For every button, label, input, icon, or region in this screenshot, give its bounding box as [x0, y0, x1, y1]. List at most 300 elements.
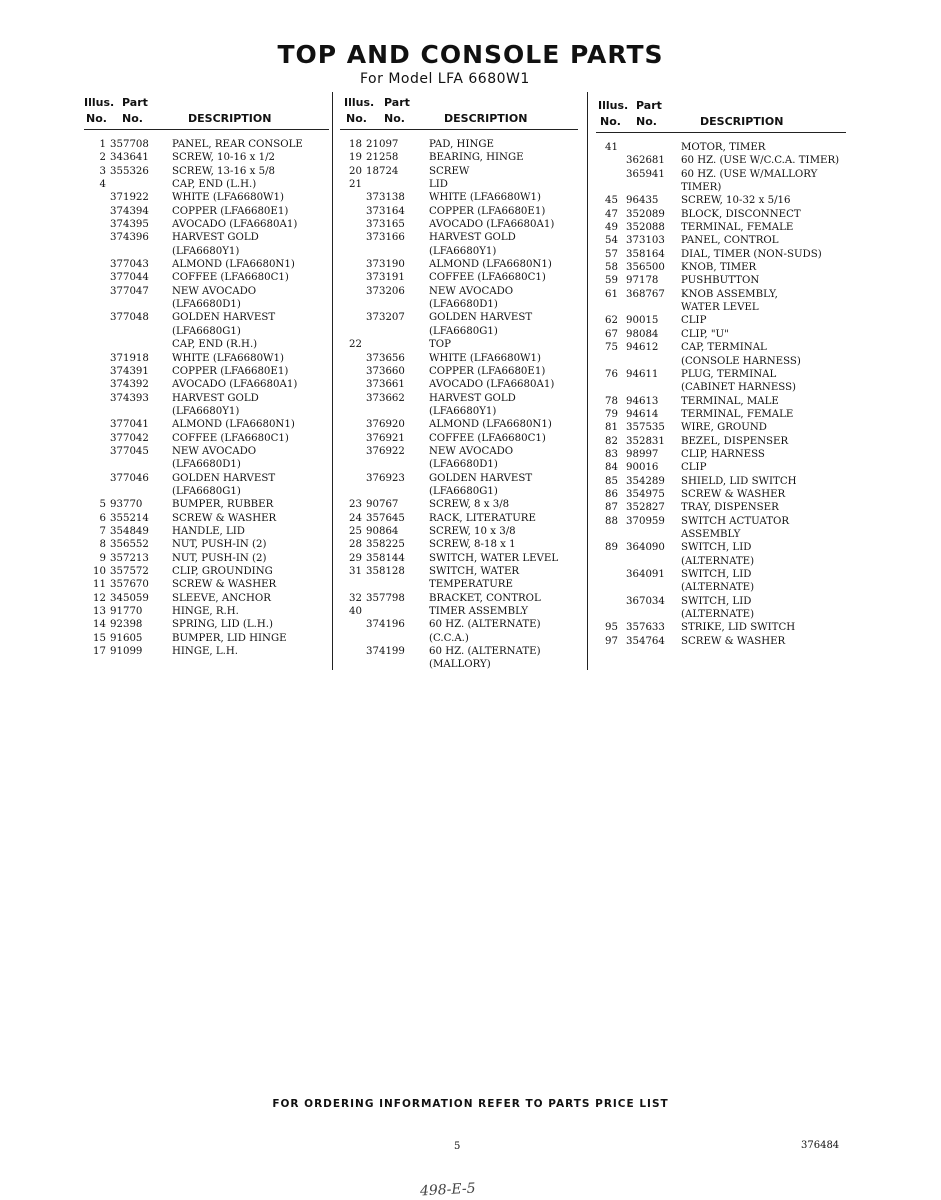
part-number: 377046: [110, 472, 149, 484]
illus-no-header: No.: [600, 115, 621, 128]
parts-row: [340, 498, 578, 511]
part-number: 373165: [366, 219, 405, 231]
parts-row: [84, 285, 329, 298]
parts-row: [596, 181, 846, 194]
parts-row: [596, 488, 846, 501]
parts-row: [84, 565, 329, 578]
part-description: CLIP, "U": [681, 328, 729, 340]
parts-row: [84, 298, 329, 311]
part-description: ASSEMBLY: [681, 528, 741, 540]
illus-header-label: Illus.: [598, 99, 629, 112]
part-number: 357572: [110, 566, 149, 577]
part-description: SCREW & WASHER: [681, 488, 786, 500]
parts-row: [596, 528, 846, 541]
part-number: 352088: [626, 222, 665, 234]
part-description: MOTOR, TIMER: [681, 142, 766, 153]
part-description: 60 HZ. (ALTERNATE): [429, 646, 541, 658]
parts-row: [596, 568, 846, 581]
parts-rows: [340, 130, 578, 672]
part-description: SCREW, 10-32 x 5/16: [681, 195, 791, 207]
illus-number: 41: [605, 142, 618, 153]
parts-row: [596, 501, 846, 514]
part-number: 358164: [626, 248, 665, 260]
parts-row: [596, 341, 846, 354]
part-description: SCREW, 8-18 x 1: [429, 539, 516, 551]
part-no-header: No.: [122, 112, 143, 125]
part-description: HANDLE, LID: [172, 525, 245, 537]
part-description: BEZEL, DISPENSER: [681, 435, 789, 447]
part-description: (LFA6680Y1): [172, 245, 240, 257]
parts-row: [596, 581, 846, 594]
parts-row: [340, 658, 578, 671]
part-number: 352089: [626, 208, 665, 220]
parts-row: [596, 435, 846, 448]
illus-header-label: Illus.: [344, 96, 375, 109]
part-no-header: No.: [636, 115, 657, 128]
parts-row: [84, 231, 329, 244]
parts-row: [596, 381, 846, 394]
part-number: 374392: [110, 379, 149, 391]
parts-row: [340, 205, 578, 218]
parts-row: [84, 605, 329, 618]
model-subtitle: For Model LFA 6680W1: [360, 71, 530, 87]
part-number: 343641: [110, 152, 149, 164]
part-number: 18724: [366, 165, 399, 177]
illus-number: 22: [349, 339, 362, 351]
parts-row: [340, 138, 578, 151]
part-number: 345059: [110, 592, 149, 604]
parts-row: [84, 498, 329, 511]
part-number: 354764: [626, 635, 665, 647]
part-number: 98084: [626, 328, 659, 340]
part-number: 357645: [366, 512, 405, 524]
part-description: (LFA6680D1): [429, 459, 498, 471]
part-number: 373166: [366, 232, 405, 244]
part-number: 97178: [626, 275, 659, 287]
part-description: (MALLORY): [429, 659, 491, 671]
part-description: HARVEST GOLD: [172, 232, 259, 244]
handwritten-note: 498-E-5: [419, 1180, 476, 1200]
parts-row: [84, 552, 329, 565]
part-description: GOLDEN HARVEST: [172, 312, 276, 324]
illus-number: 79: [605, 408, 618, 420]
illus-number: 25: [349, 525, 362, 537]
parts-row: [596, 608, 846, 621]
part-description: SWITCH, WATER LEVEL: [429, 552, 559, 564]
part-number: 355214: [110, 512, 149, 524]
parts-row: [596, 475, 846, 488]
parts-column-3: [596, 97, 846, 648]
part-description: ALMOND (LFA6680N1): [429, 259, 552, 271]
illus-number: 40: [349, 606, 362, 618]
part-description: WATER LEVEL: [681, 302, 759, 314]
parts-row: [596, 288, 846, 301]
part-description: SCREW & WASHER: [172, 512, 277, 524]
part-number: 91605: [110, 632, 143, 644]
parts-row: [340, 378, 578, 391]
part-number: 373207: [366, 312, 405, 324]
header-rule: [84, 129, 329, 130]
part-number: 373190: [366, 259, 405, 271]
parts-row: [340, 165, 578, 178]
description-header: DESCRIPTION: [444, 112, 528, 125]
illus-number: 89: [605, 542, 618, 554]
parts-row: [84, 245, 329, 258]
part-number: 374394: [110, 205, 149, 217]
part-number: 357213: [110, 552, 149, 564]
parts-row: [84, 311, 329, 324]
illus-number: 32: [349, 592, 362, 604]
part-description: HINGE, L.H.: [172, 646, 238, 658]
page-number: 5: [454, 1141, 461, 1152]
part-description: (LFA6680D1): [172, 299, 241, 311]
parts-row: [84, 271, 329, 284]
part-number: 98997: [626, 448, 659, 460]
part-number: 357633: [626, 622, 665, 634]
part-description: AVOCADO (LFA6680A1): [172, 379, 298, 391]
part-number: 374396: [110, 232, 149, 244]
parts-row: [596, 355, 846, 368]
part-description: AVOCADO (LFA6680A1): [429, 219, 555, 231]
illus-number: 1: [99, 139, 106, 150]
part-number: 94611: [626, 368, 659, 380]
part-number: 373191: [366, 272, 405, 284]
parts-row: [84, 485, 329, 498]
parts-row: [596, 408, 846, 421]
illus-number: 9: [99, 552, 106, 564]
part-description: (LFA6680G1): [172, 325, 241, 337]
part-description: WHITE (LFA6680W1): [172, 192, 284, 204]
parts-row: [340, 392, 578, 405]
parts-row: [340, 151, 578, 164]
part-description: KNOB, TIMER: [681, 262, 757, 274]
part-number: 358225: [366, 539, 405, 551]
part-description: BEARING, HINGE: [429, 152, 524, 164]
parts-row: [340, 338, 578, 351]
part-number: 373206: [366, 285, 405, 297]
part-description: PUSHBUTTON: [681, 275, 760, 287]
part-description: (LFA6680D1): [429, 299, 498, 311]
part-description: BUMPER, LID HINGE: [172, 632, 287, 644]
part-number: 356552: [110, 539, 149, 551]
part-number: 357798: [366, 592, 405, 604]
part-description: WHITE (LFA6680W1): [429, 192, 541, 204]
part-number: 373662: [366, 392, 405, 404]
header-rule: [340, 129, 578, 130]
parts-row: [340, 418, 578, 431]
part-number: 90015: [626, 315, 659, 327]
parts-row: [340, 285, 578, 298]
part-number: 365941: [626, 168, 665, 180]
part-description: COFFEE (LFA6680C1): [429, 272, 546, 284]
part-number: 91099: [110, 646, 143, 658]
part-description: (ALTERNATE): [681, 609, 755, 621]
parts-row: [84, 325, 329, 338]
illus-number: 47: [605, 208, 618, 220]
parts-row: [340, 258, 578, 271]
illus-number: 81: [605, 422, 618, 434]
part-description: RACK, LITERATURE: [429, 512, 536, 524]
part-number: 362681: [626, 155, 665, 167]
part-description: WHITE (LFA6680W1): [429, 352, 541, 364]
part-description: CLIP: [681, 315, 707, 327]
part-description: SCREW, 13-16 x 5/8: [172, 165, 276, 177]
parts-column-1: [84, 94, 329, 658]
part-description: COFFEE (LFA6680C1): [429, 432, 546, 444]
part-description: (LFA6680Y1): [429, 245, 497, 257]
parts-row: [84, 645, 329, 658]
part-number: 356500: [626, 262, 665, 274]
part-description: CAP, END (R.H.): [172, 339, 258, 351]
parts-row: [596, 555, 846, 568]
part-number: 374199: [366, 646, 405, 658]
parts-row: [340, 178, 578, 191]
illus-number: 67: [605, 328, 618, 340]
part-description: GOLDEN HARVEST: [429, 472, 533, 484]
illus-number: 13: [93, 606, 106, 618]
part-description: COPPER (LFA6680E1): [172, 365, 289, 377]
part-number: 358128: [366, 566, 405, 577]
part-number: 373164: [366, 205, 405, 217]
part-description: SCREW & WASHER: [681, 635, 786, 647]
part-number: 93770: [110, 499, 143, 511]
part-description: HARVEST GOLD: [172, 392, 259, 404]
part-description: ALMOND (LFA6680N1): [172, 419, 295, 431]
parts-row: [84, 178, 329, 191]
part-description: NEW AVOCADO: [429, 285, 514, 297]
illus-number: 61: [605, 288, 618, 300]
part-number: 377045: [110, 445, 149, 457]
part-number: 354849: [110, 525, 149, 537]
part-number: 92398: [110, 619, 143, 631]
part-number: 377044: [110, 272, 149, 284]
part-number: 377041: [110, 419, 149, 431]
column-header: [596, 97, 846, 133]
parts-row: [84, 445, 329, 458]
part-number: 357670: [110, 579, 149, 591]
part-description: ALMOND (LFA6680N1): [429, 419, 552, 431]
part-description: (ALTERNATE): [681, 582, 755, 594]
part-description: 60 HZ. (USE W/MALLORY: [681, 168, 818, 180]
parts-row: [340, 352, 578, 365]
part-description: SCREW, 10 x 3/8: [429, 525, 516, 537]
parts-row: [84, 592, 329, 605]
illus-number: 24: [349, 512, 362, 524]
parts-row: [84, 352, 329, 365]
illus-no-header: No.: [86, 112, 107, 125]
part-number: 21258: [366, 152, 399, 164]
illus-number: 11: [93, 579, 106, 591]
part-description: (LFA6680Y1): [172, 405, 240, 417]
illus-number: 10: [93, 566, 106, 577]
illus-number: 97: [605, 635, 618, 647]
part-header-label: Part: [384, 96, 410, 109]
parts-row: [596, 261, 846, 274]
illus-number: 21: [349, 179, 362, 191]
part-number: 377047: [110, 285, 149, 297]
page-title: TOP AND CONSOLE PARTS: [277, 40, 664, 69]
part-number: 374393: [110, 392, 149, 404]
parts-row: [596, 421, 846, 434]
parts-row: [596, 328, 846, 341]
document-number: 376484: [801, 1140, 840, 1151]
illus-number: 19: [349, 152, 362, 164]
illus-number: 20: [349, 165, 362, 177]
part-description: GOLDEN HARVEST: [172, 472, 276, 484]
part-description: (ALTERNATE): [681, 555, 755, 567]
part-description: PAD, HINGE: [429, 139, 494, 150]
part-description: NEW AVOCADO: [172, 445, 257, 457]
part-no-header: No.: [384, 112, 405, 125]
parts-row: [596, 168, 846, 181]
part-description: AVOCADO (LFA6680A1): [172, 219, 298, 231]
part-description: NEW AVOCADO: [429, 445, 514, 457]
parts-row: [84, 151, 329, 164]
part-number: 94614: [626, 408, 659, 420]
parts-row: [340, 578, 578, 591]
part-number: 354289: [626, 475, 665, 487]
parts-row: [596, 234, 846, 247]
parts-row: [340, 271, 578, 284]
part-header-label: Part: [122, 96, 148, 109]
illus-number: 54: [605, 235, 618, 247]
illus-number: 17: [93, 646, 106, 658]
illus-number: 85: [605, 475, 618, 487]
part-description: NUT, PUSH-IN (2): [172, 552, 267, 564]
part-description: PANEL, CONTROL: [681, 235, 779, 247]
part-number: 355326: [110, 165, 149, 177]
parts-row: [340, 445, 578, 458]
parts-row: [84, 191, 329, 204]
parts-row: [84, 378, 329, 391]
part-description: SCREW: [429, 165, 470, 177]
parts-row: [340, 245, 578, 258]
part-description: NEW AVOCADO: [172, 285, 257, 297]
part-number: 352831: [626, 435, 665, 447]
part-number: 21097: [366, 139, 399, 150]
part-number: 367034: [626, 595, 665, 607]
illus-number: 29: [349, 552, 362, 564]
illus-number: 7: [99, 525, 106, 537]
part-description: TIMER ASSEMBLY: [429, 606, 528, 618]
part-number: 368767: [626, 288, 665, 300]
part-description: COPPER (LFA6680E1): [429, 205, 546, 217]
parts-row: [84, 632, 329, 645]
parts-row: [340, 525, 578, 538]
part-description: WHITE (LFA6680W1): [172, 352, 284, 364]
illus-number: 31: [349, 566, 362, 577]
illus-number: 4: [99, 179, 106, 191]
parts-row: [340, 538, 578, 551]
part-description: NUT, PUSH-IN (2): [172, 539, 267, 551]
part-description: 60 HZ. (USE W/C.C.A. TIMER): [681, 155, 840, 167]
parts-row: [596, 248, 846, 261]
part-number: 377043: [110, 259, 149, 271]
part-number: 94613: [626, 395, 659, 407]
part-number: 373656: [366, 352, 405, 364]
illus-number: 62: [605, 315, 618, 327]
part-description: SCREW, 8 x 3/8: [429, 499, 510, 511]
illus-number: 88: [605, 515, 618, 527]
part-description: TEMPERATURE: [429, 579, 513, 591]
part-number: 90864: [366, 525, 399, 537]
part-description: TOP: [429, 339, 452, 351]
part-number: 354975: [626, 488, 665, 500]
part-description: SWITCH, LID: [681, 542, 752, 554]
parts-row: [596, 541, 846, 554]
parts-row: [340, 365, 578, 378]
parts-row: [596, 395, 846, 408]
parts-row: [84, 458, 329, 471]
illus-number: 3: [99, 165, 106, 177]
parts-row: [596, 301, 846, 314]
part-description: 60 HZ. (ALTERNATE): [429, 619, 541, 631]
parts-row: [84, 365, 329, 378]
illus-number: 76: [605, 368, 618, 380]
column-header: [84, 94, 329, 130]
part-number: 90016: [626, 462, 659, 474]
illus-number: 23: [349, 499, 362, 511]
part-description: SWITCH ACTUATOR: [681, 515, 790, 527]
part-number: 91770: [110, 606, 143, 618]
parts-row: [596, 154, 846, 167]
part-description: BLOCK, DISCONNECT: [681, 208, 801, 220]
parts-row: [84, 338, 329, 351]
part-description: HARVEST GOLD: [429, 232, 516, 244]
illus-number: 45: [605, 195, 618, 207]
part-number: 377048: [110, 312, 149, 324]
part-number: 376922: [366, 445, 405, 457]
parts-row: [84, 512, 329, 525]
parts-row: [84, 218, 329, 231]
part-description: (LFA6680G1): [172, 485, 241, 497]
parts-row: [596, 221, 846, 234]
part-description: CLIP, HARNESS: [681, 448, 765, 460]
part-description: BRACKET, CONTROL: [429, 592, 541, 604]
parts-row: [340, 592, 578, 605]
parts-row: [84, 405, 329, 418]
description-header: DESCRIPTION: [188, 112, 272, 125]
illus-number: 87: [605, 502, 618, 514]
part-description: HARVEST GOLD: [429, 392, 516, 404]
illus-number: 84: [605, 462, 618, 474]
illus-header-label: Illus.: [84, 96, 115, 109]
parts-row: [340, 231, 578, 244]
parts-row: [340, 298, 578, 311]
part-description: TRAY, DISPENSER: [681, 502, 779, 514]
part-number: 373138: [366, 192, 405, 204]
parts-row: [340, 472, 578, 485]
illus-number: 75: [605, 342, 618, 354]
parts-row: [340, 605, 578, 618]
parts-row: [84, 418, 329, 431]
parts-row: [596, 314, 846, 327]
part-description: (LFA6680G1): [429, 325, 498, 337]
parts-row: [84, 432, 329, 445]
part-description: (LFA6680G1): [429, 485, 498, 497]
part-number: 352827: [626, 502, 665, 514]
illus-number: 58: [605, 262, 618, 274]
part-description: (LFA6680D1): [172, 459, 241, 471]
parts-row: [84, 525, 329, 538]
part-number: 90767: [366, 499, 399, 511]
parts-rows: [84, 130, 329, 658]
illus-number: 49: [605, 222, 618, 234]
parts-row: [84, 618, 329, 631]
parts-row: [84, 578, 329, 591]
illus-number: 82: [605, 435, 618, 447]
parts-column-2: [340, 94, 578, 672]
